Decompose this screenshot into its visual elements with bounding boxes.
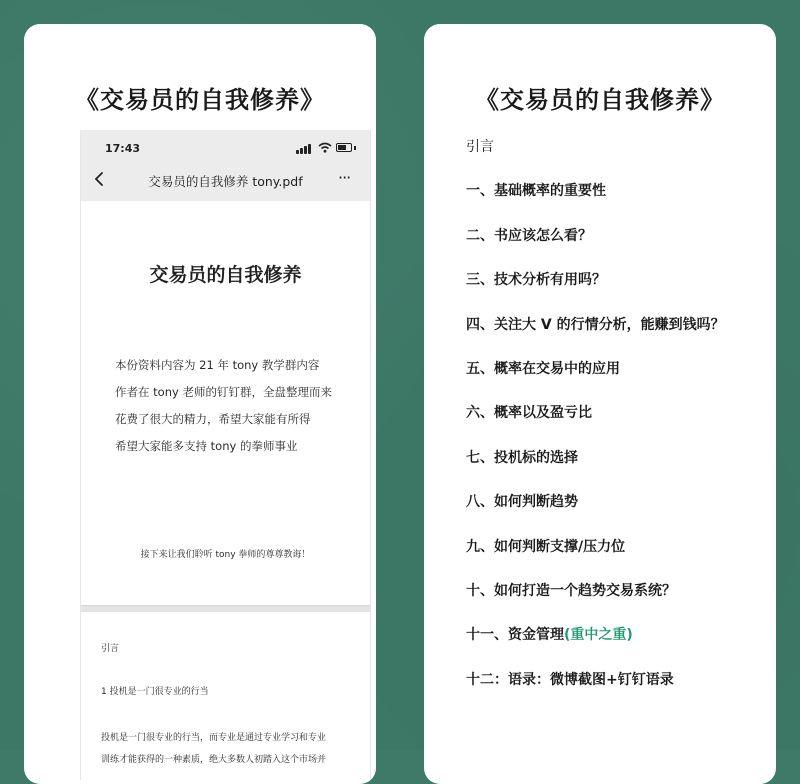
doc-line: 花费了很大的精力，希望大家能有所得: [115, 412, 311, 426]
document-name: 交易员的自我修养 tony.pdf: [148, 174, 303, 189]
toc-item-11: 十一、资金管理(重中之重): [466, 627, 633, 644]
battery-icon: [336, 143, 352, 152]
toc-item-7: 七、投机标的选择: [466, 449, 578, 466]
status-time: 17:43: [105, 142, 141, 155]
toc-item-9: 九、如何判断支撑/压力位: [466, 538, 626, 555]
left-card-title: 《交易员的自我修养》: [75, 86, 325, 114]
page2-intro: 引言: [101, 644, 120, 654]
toc-item-2: 二、书应该怎么看？: [466, 227, 592, 244]
table-of-contents: [466, 136, 766, 713]
more-icon[interactable]: ···: [338, 168, 351, 187]
toc-item-4: 四、关注大 V 的行情分析，能赚到钱吗？: [466, 316, 725, 333]
doc-paragraph: [115, 352, 355, 460]
toc-highlight: (重中之重): [564, 627, 633, 644]
toc-item-5: 五、概率在交易中的应用: [466, 360, 620, 377]
phone-header: [81, 130, 370, 201]
toc-item-8: 八、如何判断趋势: [466, 494, 578, 511]
page2-body: [101, 727, 361, 771]
status-icons: [296, 142, 356, 154]
page2-subheading: 1 投机是一门很专业的行当: [101, 687, 209, 697]
wifi-icon: [318, 142, 332, 153]
doc-line: 希望大家能多支持 tony 的拳师事业: [115, 439, 298, 453]
right-card-title: 《交易员的自我修养》: [475, 86, 725, 114]
phone-screenshot: [80, 130, 371, 780]
toc-item-12: 十二：语录：微博截图+钉钉语录: [466, 671, 674, 688]
doc-line: 本份资料内容为 21 年 tony 教学群内容: [115, 358, 320, 372]
doc-title: 交易员的自我修养: [149, 264, 302, 286]
page-separator: [81, 605, 370, 612]
page2-line: 投机是一门很专业的行当，而专业是通过专业学习和专业: [101, 733, 327, 743]
left-card: [24, 24, 376, 784]
back-chevron-icon[interactable]: [91, 170, 109, 188]
toc-item-3: 三、技术分析有用吗？: [466, 272, 606, 289]
toc-item-1: 一、基础概率的重要性: [466, 183, 606, 200]
doc-invite: 接下来让我们聆听 tony 拳师的尊尊教诲！: [140, 550, 311, 560]
toc-item-6: 六、概率以及盈亏比: [466, 405, 592, 422]
right-card: [424, 24, 776, 784]
doc-line: 作者在 tony 老师的钉钉群，全盘整理而来: [115, 385, 332, 399]
toc-item-intro: 引言: [466, 139, 494, 155]
battery-tip: [354, 146, 356, 150]
page2-line: 训练才能获得的一种素质，绝大多数人初踏入这个市场并: [101, 755, 327, 765]
toc-item-10: 十、如何打造一个趋势交易系统？: [466, 582, 676, 599]
